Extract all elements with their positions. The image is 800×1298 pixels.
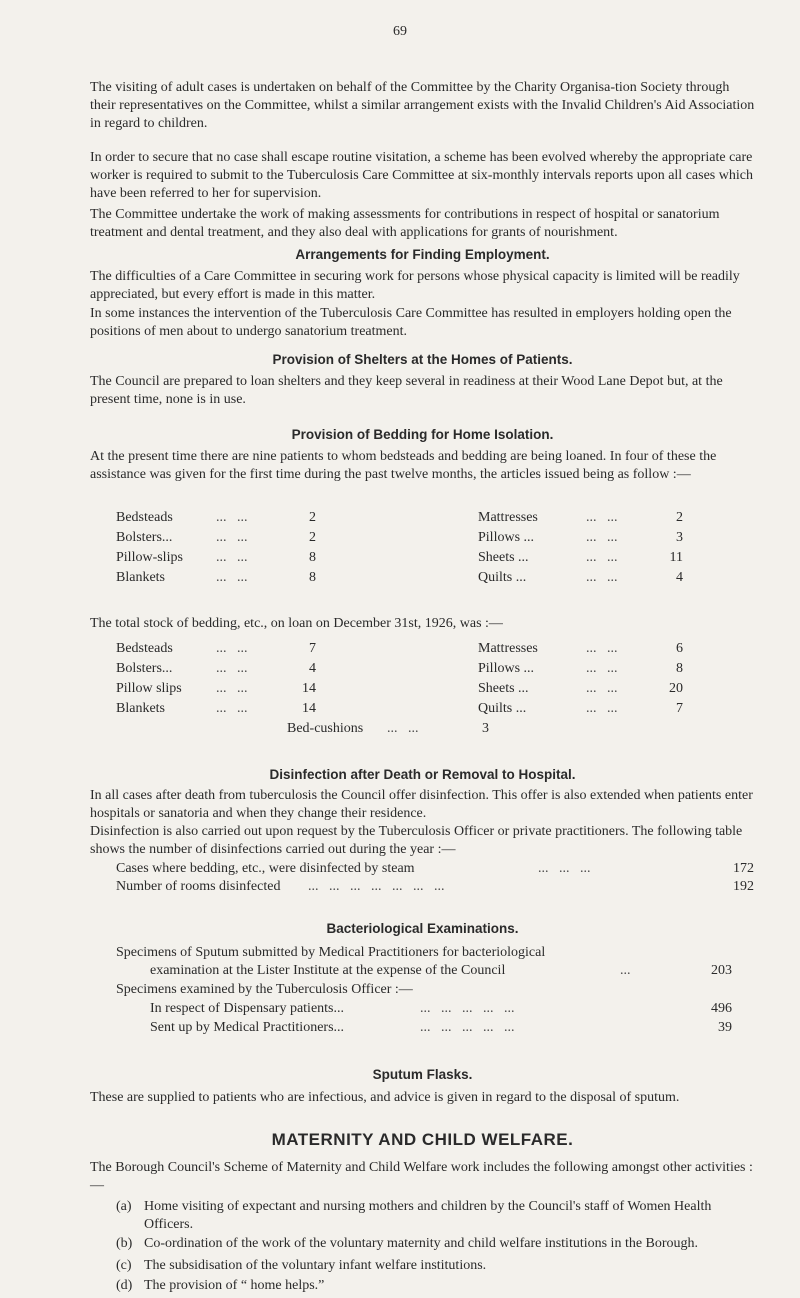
issued-value: 4	[676, 570, 683, 585]
maternity-paragraph: The Borough Council's Scheme of Maternity and Child Welfare work includes the following amongst other activities :—	[90, 1160, 753, 1193]
disinfection-value: 192	[733, 879, 754, 894]
item-text: The provision of “ home helps.”	[144, 1278, 325, 1293]
issued-table	[0, 509, 800, 599]
bacteriology-value: 496	[711, 1001, 732, 1016]
bacteriology-label: examination at the Lister Institute at the expense of the Council	[150, 963, 506, 978]
disinfection-paragraph-2: Disinfection is also carried out upon request by the Tuberculosis Officer or private practitioners. The following table shows the number of disinfections carried out during the year :—	[90, 824, 743, 857]
issued-label: Sheets ...	[478, 550, 529, 565]
disinfection-dots: ... ... ... ... ... ... ...	[308, 879, 445, 894]
stock-label: Sheets ...	[478, 681, 529, 696]
issued-value: 2	[309, 530, 316, 545]
bacteriology-dots: ... ... ... ... ...	[420, 1020, 515, 1035]
disinfection-label: Cases where bedding, etc., were disinfected by steam	[116, 861, 415, 876]
disinfection-paragraph-1: In all cases after death from tuberculosis the Council offer disinfection. This offer is also extended when patients enter hospitals or sanatoria and when they change their residence.	[90, 788, 753, 821]
employment-paragraph-2: In some instances the intervention of the Tuberculosis Care Committee has resulted in employers holding open the positions of men about to undergo sanatorium treatment.	[90, 306, 732, 339]
stock-value: 14	[302, 681, 316, 696]
issued-label: Bolsters...	[116, 530, 173, 545]
issued-dots: ... ...	[586, 550, 618, 565]
issued-label: Blankets	[116, 570, 165, 585]
bacteriology-dots: ...	[620, 963, 631, 978]
stock-label: Pillows ...	[478, 661, 535, 676]
bacteriology-dots: ... ... ... ... ...	[420, 1001, 515, 1016]
issued-label: Bedsteads	[116, 510, 173, 525]
stock-value: 4	[309, 661, 316, 676]
stock-label: Blankets	[116, 701, 165, 716]
bacteriology-line-1: Specimens of Sputum submitted by Medical Practitioners for bacteriological	[116, 945, 546, 960]
stock-label: Mattresses	[478, 641, 538, 656]
issued-dots: ... ...	[216, 550, 248, 565]
stock-label: Bedsteads	[116, 641, 173, 656]
shelters-heading: Provision of Shelters at the Homes of Patients.	[272, 352, 573, 367]
item-text: Home visiting of expectant and nursing mothers and children by the Council's staff of Women Health Officers.	[144, 1199, 712, 1232]
issued-label: Quilts ...	[478, 570, 527, 585]
intro-section	[90, 79, 755, 133]
intro-section-2	[90, 149, 755, 203]
issued-dots: ... ...	[586, 510, 618, 525]
stock-dots: ... ...	[387, 721, 419, 736]
intro-section-3	[90, 206, 755, 242]
item-mark: (a)	[116, 1199, 132, 1214]
issued-dots: ... ...	[216, 530, 248, 545]
item-text: The subsidisation of the voluntary infant welfare institutions.	[144, 1258, 487, 1273]
issued-value: 3	[676, 530, 683, 545]
disinfection-label: Number of rooms disinfected	[116, 879, 281, 894]
sputum-paragraph: These are supplied to patients who are infectious, and advice is given in regard to the disposal of sputum.	[90, 1090, 680, 1105]
disinfection-table	[116, 860, 756, 900]
stock-label: Bolsters...	[116, 661, 173, 676]
stock-value: 7	[309, 641, 316, 656]
stock-table	[0, 640, 800, 750]
disinfection-dots: ... ... ...	[538, 861, 591, 876]
shelters-paragraph: The Council are prepared to loan shelters and they keep several in readiness at their Wood Lane Depot but, at the present time, none is in use.	[90, 374, 723, 407]
intro-paragraph-1: The visiting of adult cases is undertaken on behalf of the Committee by the Charity Organisa-tion Society through their representatives on the Committee, whilst a similar arrangement exists with the Invalid Children's Aid Association in regard to children.	[90, 80, 755, 131]
stock-dots: ... ...	[216, 641, 248, 656]
stock-dots: ... ...	[216, 701, 248, 716]
issued-label: Pillow-slips	[116, 550, 183, 565]
stock-value: 6	[676, 641, 683, 656]
stock-dots: ... ...	[216, 661, 248, 676]
maternity-heading: MATERNITY AND CHILD WELFARE.	[271, 1130, 574, 1149]
employment-heading: Arrangements for Finding Employment.	[295, 247, 550, 262]
issued-value: 8	[309, 570, 316, 585]
bacteriology-heading: Bacteriological Examinations.	[326, 921, 519, 936]
stock-value: 8	[676, 661, 683, 676]
bacteriology-label: In respect of Dispensary patients...	[150, 1001, 344, 1016]
item-mark: (c)	[116, 1258, 132, 1273]
issued-dots: ... ...	[216, 510, 248, 525]
item-text: Co-ordination of the work of the voluntary maternity and child welfare institutions in the Borough.	[144, 1236, 699, 1251]
stock-dots: ... ...	[586, 681, 618, 696]
stock-label: Quilts ...	[478, 701, 527, 716]
stock-dots: ... ...	[586, 701, 618, 716]
issued-dots: ... ...	[216, 570, 248, 585]
issued-value: 2	[676, 510, 683, 525]
issued-label: Pillows ...	[478, 530, 535, 545]
disinfection-value: 172	[733, 861, 754, 876]
bacteriology-label: Sent up by Medical Practitioners...	[150, 1020, 345, 1035]
bacteriology-value: 203	[711, 963, 732, 978]
stock-dots: ... ...	[586, 641, 618, 656]
employment-paragraph-1: The difficulties of a Care Committee in securing work for persons whose physical capacity is limited will be readily appreciated, but every effort is made in this matter.	[90, 269, 740, 302]
stock-label: Pillow slips	[116, 681, 182, 696]
bedding-heading: Provision of Bedding for Home Isolation.	[291, 427, 554, 442]
page-number: 69	[393, 24, 407, 39]
issued-dots: ... ...	[586, 530, 618, 545]
stock-value: 20	[669, 681, 683, 696]
stock-label: Bed-cushions	[287, 721, 364, 736]
intro-paragraph-2: In order to secure that no case shall escape routine visitation, a scheme has been evolved whereby the appropriate care worker is required to submit to the Tuberculosis Care Committee at six-monthly intervals reports upon all cases which have been referred to her for supervision.	[90, 150, 753, 201]
issued-value: 11	[669, 550, 683, 565]
sputum-heading: Sputum Flasks.	[372, 1067, 473, 1082]
issued-dots: ... ...	[586, 570, 618, 585]
stock-value: 7	[676, 701, 683, 716]
bedding-paragraph: At the present time there are nine patients to whom bedsteads and bedding are being loaned. In four of these the assistance was given for the first time during the past twelve months, the articles issued being as follow :—	[90, 449, 717, 482]
disinfection-heading: Disinfection after Death or Removal to Hospital.	[269, 767, 576, 782]
stock-dots: ... ...	[216, 681, 248, 696]
bacteriology-table	[116, 944, 756, 1054]
stock-dots: ... ...	[586, 661, 618, 676]
item-mark: (d)	[116, 1278, 133, 1293]
issued-value: 8	[309, 550, 316, 565]
stock-value: 14	[302, 701, 316, 716]
stock-intro: The total stock of bedding, etc., on loan on December 31st, 1926, was :—	[90, 616, 503, 631]
item-mark: (b)	[116, 1236, 133, 1251]
intro-paragraph-3: The Committee undertake the work of making assessments for contributions in respect of hospital or sanatorium treatment and dental treatment, and they also deal with applications for grants of nourishment.	[90, 207, 720, 240]
stock-value: 3	[482, 721, 489, 736]
bacteriology-value: 39	[718, 1020, 732, 1035]
issued-value: 2	[309, 510, 316, 525]
issued-label: Mattresses	[478, 510, 538, 525]
bacteriology-line-3: Specimens examined by the Tuberculosis Officer :—	[116, 982, 413, 997]
